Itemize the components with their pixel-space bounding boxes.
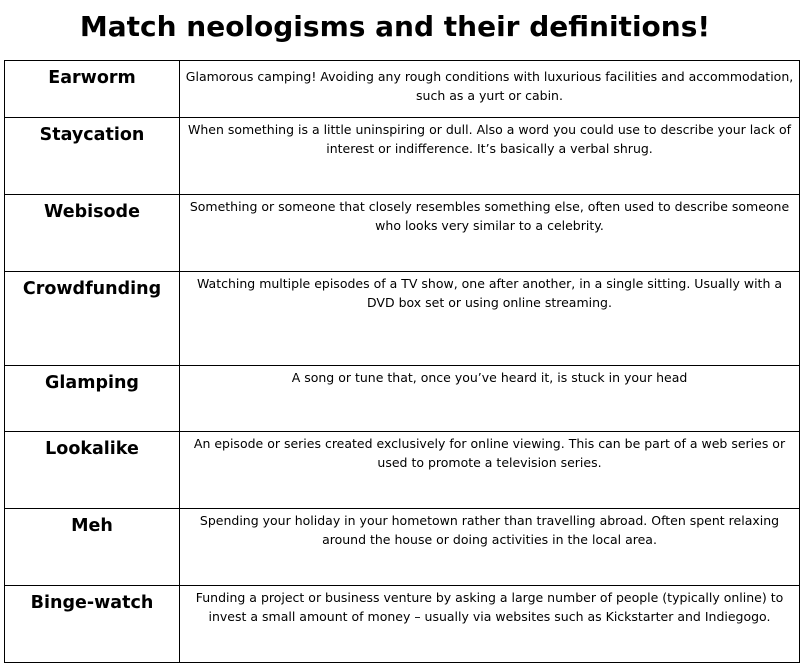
term-cell: Staycation — [5, 118, 180, 195]
matching-table — [4, 60, 800, 663]
term-cell: Crowdfunding — [5, 272, 180, 366]
definition-cell: Spending your holiday in your hometown rather than travelling abroad. Often spent relaxing around the house or doing activities in the local area. — [180, 509, 800, 586]
definition-cell: Funding a project or business venture by asking a large number of people (typically online) to invest a small amount of money – usually via websites such as Kickstarter and Indiegogo. — [180, 586, 800, 663]
table-row — [5, 586, 800, 663]
term-cell: Meh — [5, 509, 180, 586]
definition-cell: An episode or series created exclusively for online viewing. This can be part of a web series or used to promote a television series. — [180, 432, 800, 509]
table-row — [5, 272, 800, 366]
table-row — [5, 61, 800, 118]
term-cell: Earworm — [5, 61, 180, 118]
term-cell: Binge-watch — [5, 586, 180, 663]
page-title: Match neologisms and their definitions! — [79, 10, 711, 43]
definition-cell: Glamorous camping! Avoiding any rough conditions with luxurious facilities and accommodation, such as a yurt or cabin. — [180, 61, 800, 118]
table-row — [5, 118, 800, 195]
definition-cell: When something is a little uninspiring or dull. Also a word you could use to describe your lack of interest or indifference. It’s basically a verbal shrug. — [180, 118, 800, 195]
term-cell: Lookalike — [5, 432, 180, 509]
term-cell: Webisode — [5, 195, 180, 272]
definition-cell: A song or tune that, once you’ve heard it, is stuck in your head — [180, 366, 800, 432]
table-row — [5, 432, 800, 509]
table-row — [5, 366, 800, 432]
term-cell: Glamping — [5, 366, 180, 432]
table-row — [5, 195, 800, 272]
definition-cell: Something or someone that closely resembles something else, often used to describe someone who looks very similar to a celebrity. — [180, 195, 800, 272]
definition-cell: Watching multiple episodes of a TV show, one after another, in a single sitting. Usually with a DVD box set or using online streaming. — [180, 272, 800, 366]
table-row — [5, 509, 800, 586]
